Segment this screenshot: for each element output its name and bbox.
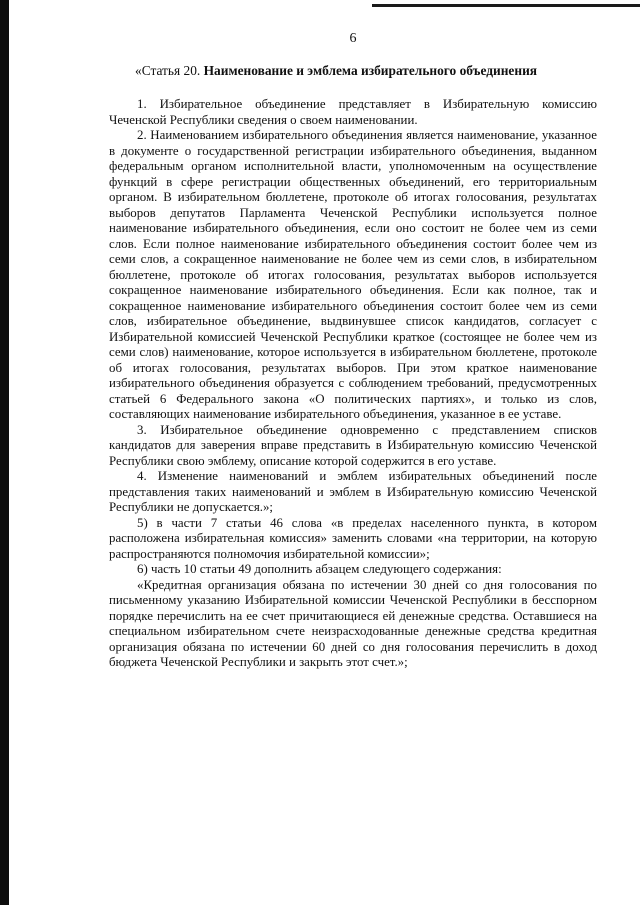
header-rule bbox=[372, 4, 640, 7]
amendment-item-5: 5) в части 7 статьи 46 слова «в пределах населенного пункта, в котором расположена избирательная комиссия» заменить словами «на территории, на которую распространяются полномочия избирательной комиссии»; bbox=[109, 515, 597, 561]
article-title: Наименование и эмблема избирательного объединения bbox=[203, 63, 538, 78]
scan-binding-edge bbox=[0, 0, 9, 905]
paragraph-3: 3. Избирательное объединение одновременно с представлением списков кандидатов для заверения вправе представить в Избирательную комиссию Чеченской Республики свою эмблему, описание которой содержится в его уставе. bbox=[109, 422, 597, 468]
paragraph-2: 2. Наименованием избирательного объединения является наименование, указанное в документе о государственной регистрации избирательного объединения, выданном федеральным органом исполнительной власти, уполномоченным на осуществление функций в сфере регистрации общественных объединений, его территориальным органом. В избирательном бюллетене, протоколе об итогах голосования, результатах выборов депутатов Парламента Чеченской Республики используется полное наименование избирательного объединения, если оно состоит не более чем из семи слов. Если полное наименование избирательного объединения состоит более чем из семи слов, а сокращенное наименование не более чем из семи слов, в избирательном бюллетене, протоколе об итогах голосования, результатах выборов используется сокращенное наименование избирательного объединения. Если как полное, так и сокращенное наименование избирательного объединения состоит более чем из семи слов, избирательное объединение, выдвинувшее список кандидатов, согласует с Избирательной комиссией Чеченской Республики краткое (состоящее не более чем из семи слов) наименование, которое используется в избирательном бюллетене, протоколе об итогах голосования, результатах выборов. При этом краткое наименование избирательного объединения образуется с соблюдением требований, предусмотренных статьей 6 Федерального закона «О политических партиях», и только из слов, составляющих наименование избирательного объединения, указанное в ее уставе. bbox=[109, 128, 597, 421]
amendment-item-6: 6) часть 10 статьи 49 дополнить абзацем следующего содержания: bbox=[137, 562, 502, 576]
paragraph-1: 1. Избирательное объединение представляет в Избирательную комиссию Чеченской Республики сведения о своем наименовании. bbox=[109, 97, 597, 127]
article-heading bbox=[109, 62, 597, 79]
document-page bbox=[109, 30, 597, 671]
article-number: «Статья 20. bbox=[135, 63, 204, 78]
page-number: 6 bbox=[349, 31, 357, 46]
quoted-addition: «Кредитная организация обязана по истечении 30 дней со дня голосования по письменному указанию Избирательной комиссии Чеченской Республики в бесспорном порядке перечислить на ее счет причитающиеся ей денежные средства. Оставшиеся на специальном избирательном счете неизрасходованные денежные средства кредитная организация обязана по истечении 60 дней со дня голосования перечислить в доход бюджета Чеченской Республики и закрыть этот счет.»; bbox=[109, 577, 597, 669]
paragraph-4: 4. Изменение наименований и эмблем избирательных объединений после представления таких наименований и эмблем в Избирательную комиссию Чеченской Республики не допускается.»; bbox=[109, 469, 597, 514]
